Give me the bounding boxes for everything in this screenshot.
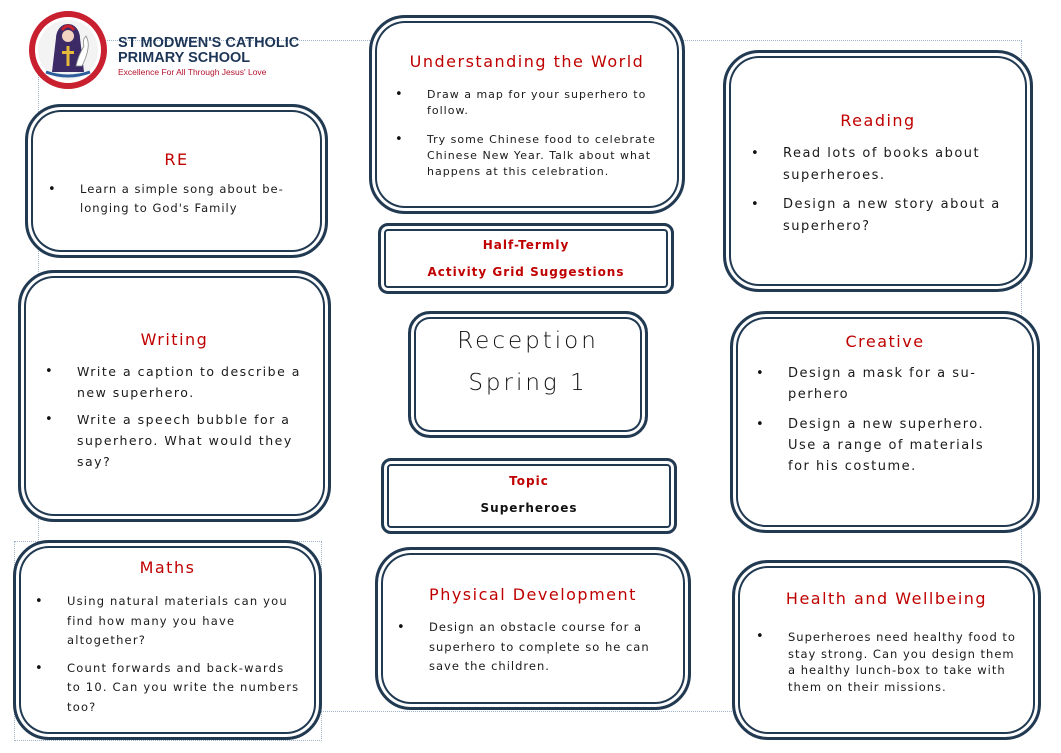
reading-title: Reading [840,111,916,130]
understanding-world-list [427,87,656,180]
writing-title: Writing [140,330,209,349]
activity-grid-label: Activity Grid Suggestions [427,265,625,279]
physical-development-title: Physical Development [429,585,637,604]
creative-title: Creative [845,332,925,351]
re-list [80,180,300,218]
school-name: ST MODWEN'S CATHOLIC PRIMARY SCHOOL [118,35,300,66]
maths-list [67,592,301,717]
topic-label: Topic [509,474,549,488]
understanding-world-title: Understanding the World [409,52,645,71]
understanding-world-card [369,15,685,214]
list-item: • Superheroes need healthy food to stay strong. Can you design them a healthy lunch-box to take with them on their missions. [788,629,1018,695]
list-item: • Learn a simple song about be-longing to God's Family [80,180,300,218]
re-title: RE [164,150,189,169]
health-wellbeing-title: Health and Wellbeing [785,589,988,608]
list-item: • Design an obstacle course for a superhero to complete so he can save the children. [429,618,672,677]
spring-term-title: Spring 1 [468,370,588,396]
list-item: • Draw a map for your superhero to follow. [427,87,656,119]
list-item: • Using natural materials can you find how many you have altogether? [67,592,301,651]
half-termly-label: Half-Termly [482,238,570,252]
physical-development-card [375,547,691,710]
list-item: • Write a speech bubble for a superhero. What would they say? [77,409,302,472]
list-item: • Count forwards and back-wards to 10. Can you write the numbers too? [67,659,301,718]
physical-development-list [429,618,672,677]
list-item: • Try some Chinese food to celebrate Chinese New Year. Talk about what happens at this celebration. [427,132,656,180]
reading-list [783,143,1002,238]
re-card [25,104,328,258]
list-item: • Read lots of books about superheroes. [783,143,1002,187]
list-item: • Design a new story about a superhero? [783,194,1002,238]
list-item: • Design a new superhero. Use a range of materials for his costume. [788,414,1007,477]
school-crest-logo [28,10,108,90]
reading-card [723,50,1033,292]
health-wellbeing-card [732,560,1041,740]
topic-banner [381,458,677,534]
reception-title: Reception [457,328,599,354]
maths-card [13,540,322,740]
school-motto: Excellence For All Through Jesus' Love [118,67,267,77]
list-item: • Design a mask for a su-perhero [788,363,1007,405]
reception-spring-panel [408,311,648,438]
creative-card [730,311,1040,533]
health-wellbeing-list [788,629,1018,695]
writing-card [18,270,331,522]
maths-title: Maths [139,558,196,577]
creative-list [788,363,1007,477]
topic-value: Superheroes [480,501,578,515]
list-item: • Write a caption to describe a new superhero. [77,361,302,403]
half-termly-banner [378,223,674,294]
writing-list [77,361,302,472]
